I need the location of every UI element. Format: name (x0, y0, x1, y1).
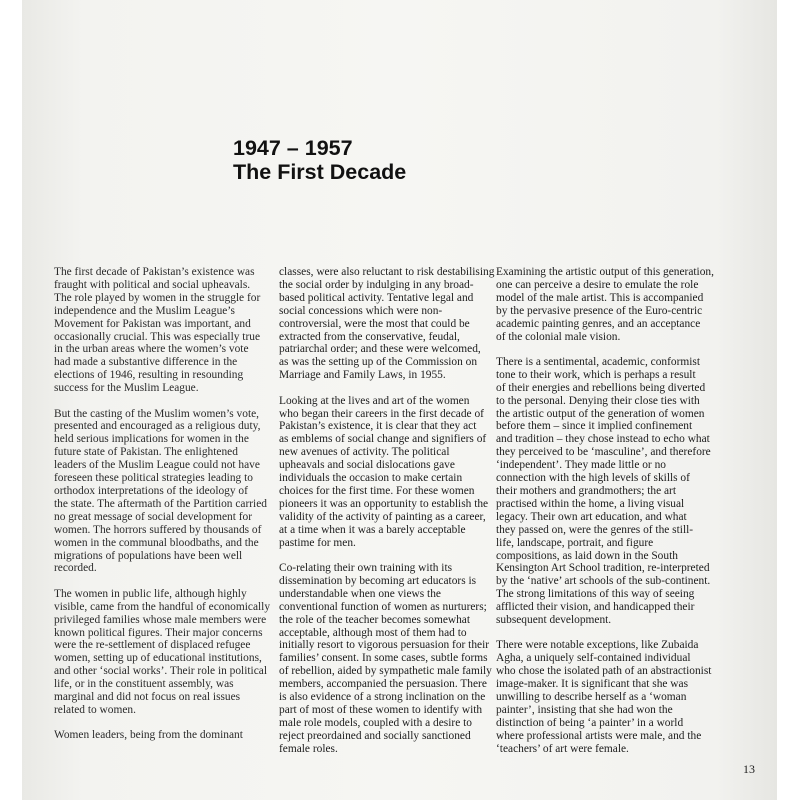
paragraph: Looking at the lives and art of the women who began their careers in the first decade of Pakistan’s existence, it is clear that they act as emblems of social change and signifiers of new avenues of activity. The political upheavals and social dislocations gave individuals the occasion to make certain choices for the first time. For these women pioneers it was an opportunity to establish the validity of the activity of painting as a career, at a time when it was a barely acceptable pastime for men. (279, 394, 489, 549)
paragraph: The women in public life, although highly visible, came from the handful of economically privileged families whose male members were known political figures. Their major concerns were the re-settlement of displaced refugee women, setting up of educational institutions, and other ‘social works’. Their role in political life, or in the constituent assembly, was marginal and did not focus on real issues related to women. (54, 587, 271, 716)
chapter-heading: The First Decade (233, 160, 407, 184)
paragraph: classes, were also reluctant to risk destabilising the social order by indulging in any broad- based political activity. Tentative legal and social concessions which were non- controversial, were the most that could be extracted from the conservative, feudal, patriarchal order; and these were welcomed, as was the setting up of the Commission on Marriage and Family Laws, in 1955. (279, 266, 495, 382)
paragraph: There is a sentimental, academic, conformist tone to their work, which is perhaps a result of their energies and rebellions being diverted to the personal. Denying their close ties with the artistic output of the generation of women before them – since it implied confinement and tradition – they chose instead to echo what they perceived to be ‘masculine’, and therefore ‘independent’. They made little or no connection with the high levels of skills of their mothers and grandmothers; the art practised within the home, a living visual legacy. Their own art education, and what they passed on, were the genres of the still- life, landscape, portrait, and figure compositions, as laid down in the South Kensington Art School tradition, re-interpreted by the ‘native’ art schools of the sub-continent. The strong limitations of this way of seeing afflicted their vision, and handicapped their subsequent development. (496, 355, 711, 627)
chapter-years: 1947 – 1957 (233, 136, 353, 160)
paragraph: There were notable exceptions, like Zubaida Agha, a uniquely self-contained individual who chose the isolated path of an abstractionist image-maker. It is significant that she was unwilling to describe herself as a ‘woman painter’, insisting that she had won the distinction of being ‘a painter’ in a world where professional artists were male, and the ‘teachers’ of art were female. (496, 639, 712, 755)
chapter-title (233, 136, 406, 184)
text-column-3 (496, 266, 720, 768)
paragraph: But the casting of the Muslim women’s vote, presented and encouraged as a religious duty, held serious implications for women in the future state of Pakistan. The enlightened leaders of the Muslim League could not have foreseen these political strategies leading to orthodox interpretations of the ideology of the state. The aftermath of the Partition carried no great message of social development for women. The horrors suffered by thousands of women in the communal bloodbaths, and the migrations of populations have been well recorded. (54, 407, 267, 575)
text-column-1 (54, 266, 278, 755)
paragraph: The first decade of Pakistan’s existence was fraught with political and social upheavals. The role played by women in the struggle for independence and the Muslim League’s Movement for Pakistan was important, and occasionally crucial. This was especially true in the urban areas where the women’s vote had made a substantive difference in the elections of 1946, resulting in resounding success for the Muslim League. (54, 266, 261, 395)
paragraph: Co-relating their own training with its dissemination by becoming art educators is understandable when one views the conventional function of women as nurturers; the role of the teacher becomes somewhat acceptable, although most of them had to initially resort to vigorous persuasion for their families’ consent. In some cases, subtle forms of rebellion, aided by sympathetic male family members, accompanied the persuasion. There is also evidence of a strong inclination on the part of most of these women to identify with male role models, coupled with a desire to reject preordained and socially sanctioned female roles. (279, 562, 492, 755)
page-number: 13 (743, 762, 755, 776)
paragraph: Examining the artistic output of this generation, one can perceive a desire to emulate the role model of the male artist. This is accompanied by the pervasive presence of the Euro-centric academic painting genres, and an acceptance of the colonial male vision. (496, 266, 714, 343)
text-column-2 (279, 266, 503, 768)
paragraph: Women leaders, being from the dominant (54, 729, 243, 742)
